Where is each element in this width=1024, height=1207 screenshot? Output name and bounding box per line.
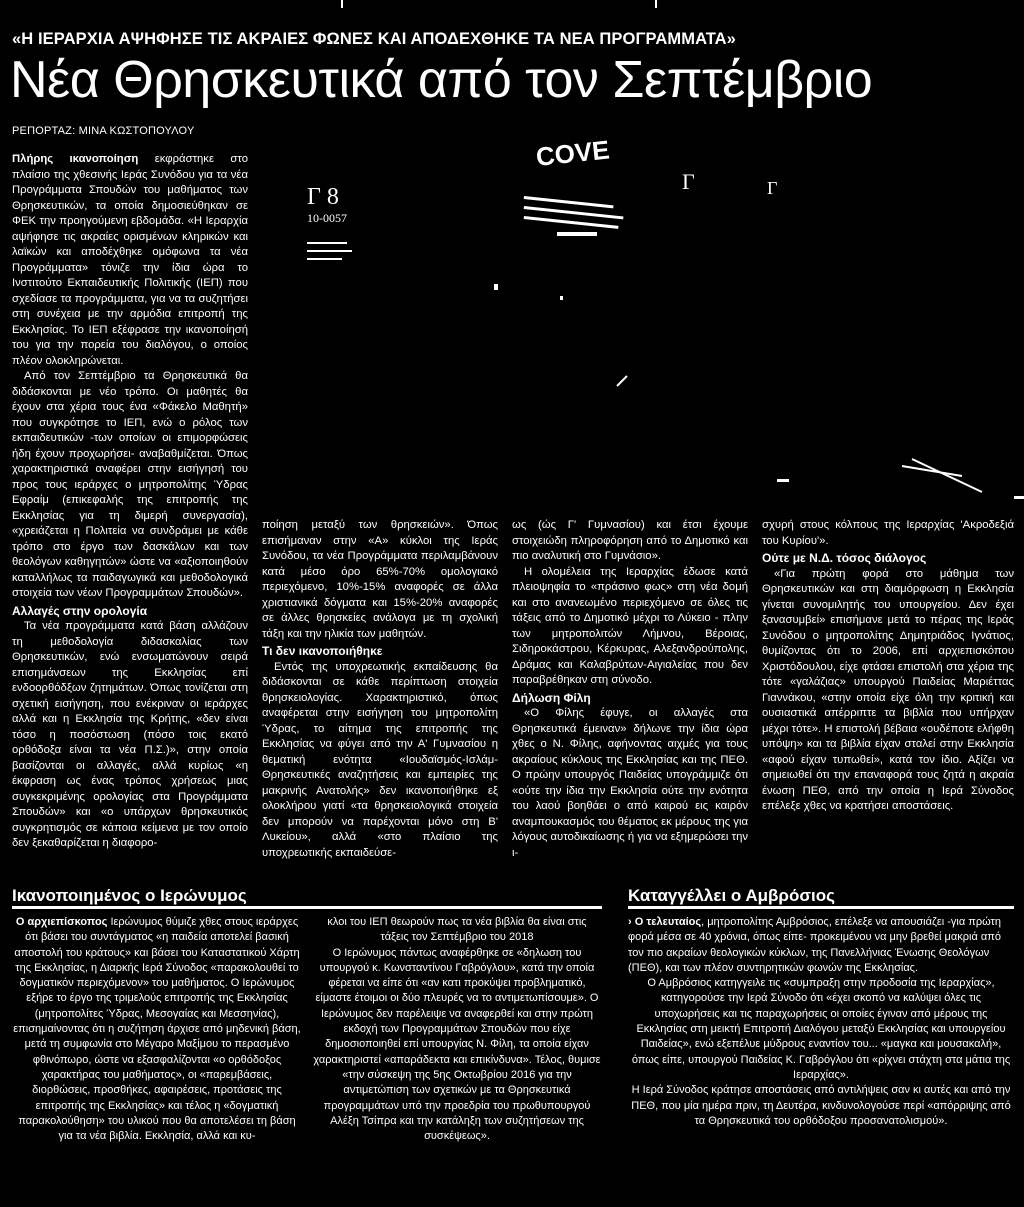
box-right-arrow-icon: ›: [628, 916, 632, 928]
article-headline: Νέα Θρησκευτικά από τον Σεπτέμβριο: [10, 51, 873, 109]
article-column-3: [512, 518, 748, 861]
photo-sign-left-2: 10-0057: [307, 211, 347, 225]
box-rule-left: [12, 906, 602, 909]
box-left-lead-bold: Ο αρχιεπίσκοπος: [15, 916, 108, 928]
box-right-paragraph-2: Ο Αμβρόσιος κατηγγειλε τις «συμπραξη στην προδοσία της Ιεραρχίας», κατηγορούσε την Ιερά Σύνοδο ότι «έχει σκοπό να καλύψει όλες τις υποχωρήσεις και τις παραχωρήσεις οι οποίες έγιναν από μέρους της Εκκλησίας στη μεικτή Επιτροπή Διαλόγου μεταξύ Εκκλησίας και υπουργείου Παιδείας», ενώ εξεπέλυε μύδρους εναντίον του... «μαγκα και μουσακαλή», όπως είπε, υπουργού Παιδείας Κ. Γαβρόγλου ότι «ρίχνει στάχτη στα μάτια της Ιεραρχίας».: [631, 977, 1011, 1081]
box-left-column-2: [312, 915, 602, 1144]
subheading-not-satisfied: Τι δεν ικανοποιήθηκε: [262, 644, 383, 658]
photo-sign-right: Γ: [682, 169, 695, 194]
box-left-paragraph-2: κλοι του ΙΕΠ θεωρούν πως τα νέα βιβλία θα είναι στις τάξεις τον Σεπτέμβριο του 2018: [327, 916, 587, 944]
photo-sign-left-1: Γ 8: [307, 184, 339, 210]
box-right-paragraph-1: [628, 915, 1014, 976]
box-right-lead-bold: Ο τελευταίος: [634, 916, 702, 928]
box-right-text-1: , μητροπολίτης Αμβρόσιος, επέλεξε να απουσιάζει -για πρώτη φορά μέσα σε 40 χρόνια, όπως είπε- προκειμένου να μην βρεθεί μακριά από τον πιο ακραίων θεολογικών κύκλων, της Πανελλήνιας Ένωσης Θεολόγων (ΠΕΘ), και των πλέον συντηρητικών φωνών της Εκκλησίας.: [628, 916, 1001, 974]
column-4-paragraph-1: σχυρή στους κόλπους της Ιεραρχίας 'Ακροδεξιά του Κυρίου'».: [762, 519, 1014, 547]
subheading-terminology: Αλλαγές στην ορολογία: [12, 603, 148, 618]
svg-text:Γ: Γ: [767, 178, 778, 198]
box-left-paragraph-3: Ο Ιερώνυμος πάντως αναφέρθηκε σε «δηλωση του υπουργού κ. Κωνσταντίνου Γαβρόγλου», κατά την οποία φέρεται να είπε ότι «αν κατι προκύψει προβληματικό, είμαστε έτοιμοι οι δύο πλευρές να το αντιμετωπίσουμε». Ο Ιερώνυμος δεν παρέλειψε να αναφερθεί και στην πρώτη εκδοχή των Προγραμμάτων Σπουδών που είχε δημοσιοποιηθεί επί υπουργίας Ν. Φίλη, τα οποία είχαν χαρακτηριστεί «απαράδεκτα και επικίνδυνα». Τέλος, θυμισε «την σύσκεψη της 5ης Οκτωβρίου 2016 για την αντιμετώπιση των σχετικών με τα Θρησκευτικά προγραμμάτων υπό την προεδρία του πρωθυπουργού Αλέξη Τσίπρα και την κατάληξη των συζητήσεων της συσκέψεως».: [313, 946, 601, 1143]
box-left-text-1: Ιερώνυμος θύμιζε χθες στους ιεράρχες ότι βάσει του συντάγματος «η παιδεία αποτελεί βασική αποστολή του κράτους» και βάσει του Καταστατικού Χάρτη της Εκκλησίας, η Διαρκής Ιερά Σύνοδος «παρακολουθεί το δογματικόν περιεχόμενον» του μαθήματος. Ο Ιερώνυμος εξήρε το έργο της τριμελούς επιτροπής της Εκκλησίας (μητροπολίτες Ύδρας, Μεσογαίας και Μεσσηνίας), επισημαίνοντας ότι η συζήτηση άρχισε από μηδενική βάση, μετά τη συμφωνία στο Μέγαρο Μαξίμου το περασμένο φθινόπωρο, ώστε να εξασφαλίζονται «ο ορθόδοξος χαρακτήρας του μαθήματος», οι «παρεμβάσεις, διορθώσεις, προσθήκες, αφαιρέσεις, προτάσεις της επιτροπής της Εκκλησίας» και τέλος η «δογματική παρακολούθηση» του υλικού που θα αποτελέσει τη βάση για τα νέα βιβλία. Εκκλησία, αλλά και κυ-: [13, 916, 301, 1143]
subheading-filis-statement: Δήλωση Φίλη: [512, 690, 591, 705]
column-2-paragraph-2: Εντός της υποχρεωτικής εκπαίδευσης θα διδάσκονται σε κάθε περίπτωση στοιχεία θρησκειολογίας. Χαρακτηριστικό, όπως αναφέρεται στην εισήγηση του μητροπολίτη Ύδρας, το αίτημα της επιτροπής της Εκκλησίας να φύγει από την Α' Γυμνασίου η θεματική ενότητα «Ιουδαϊσμός-Ισλάμ-Θρησκευτικές αναζητήσεις και εμπειρίες της μακρινής Ανατολής» δεν ικανοποιήθηκε εξ ολοκλήρου γιατί «τα θρησκειολογικά στοιχεία δεν μπορούν να παρέχονται μόνο στη Β' Λυκείου», αλλά «στο πλαίσιο της υποχρεωτικής εκπαιδεύσε-: [262, 660, 498, 859]
article-kicker: «Η ΙΕΡΑΡΧΙΑ ΑΨΗΦΗΣΕ ΤΙΣ ΑΚΡΑΙΕΣ ΦΩΝΕΣ ΚΑΙ ΑΠΟΔΕΧΘΗΚΕ ΤΑ ΝΕΑ ΠΡΟΓΡΑΜΜΑΤΑ»: [12, 30, 736, 48]
column-1-paragraph-2: Από τον Σεπτέμβριο τα Θρησκευτικά θα διδάσκονται με νέο τρόπο. Οι μαθητές θα έχουν στα χέρια τους ένα «Φάκελο Μαθητή» που συγκρότησε το ΙΕΠ, ενώ ο ρόλος των εκπαιδευτικών -των οποίων οι επιμορφώσεις ήδη έχουν προχωρήσει- αναβαθμίζεται. Όπως χαρακτηριστικά αναφέρει στην εισήγησή του προς τους ιεράρχες ο μητροπολίτης Ύδρας Εφραίμ (επικεφαλής της επιτροπής της Εκκλησίας για τη διμερή συνεργασία), «χρειάζεται η Πολιτεία να συνδράμει με κάθε τρόπο στο έργο των δασκάλων και των θεολόγων καθηγητών» ώστε να «αξιοποιηθούν καταλλήλως τα παιδαγωγικά και μεθοδολογικά στοιχεία των νέων Προγραμμάτων Σπουδών».: [12, 370, 248, 599]
article-byline: ΡΕΠΟΡΤΑΖ: ΜΙΝΑ ΚΩΣΤΟΠΟΥΛΟΥ: [12, 125, 195, 137]
box-right-paragraph-3: Η Ιερά Σύνοδος κράτησε αποστάσεις από αντιλήψεις σαν κι αυτές και από την ΠΕΘ, που μία ημέρα πριν, τη Δευτέρα, κινδυνολογούσε περί «απόρριψης από τα Θρησκευτικά του ορθόδοξου προσανατολισμού».: [631, 1084, 1011, 1127]
column-3-paragraph-1: ως (ώς Γ' Γυμνασίου) και έτσι έχουμε στοιχειώδη πληροφόρηση από το Δημοτικό και πιο αναλυτική στο Γυμνάσιο».: [512, 519, 748, 562]
photo-sign-main: COVE: [534, 134, 611, 172]
lead-in-bold: Πλήρης ικανοποίηση: [12, 153, 139, 165]
column-1-paragraph-1: [12, 152, 248, 369]
box-left-paragraph-1: [12, 915, 302, 1144]
box-title-ieronymos: Ικανοποιημένος ο Ιερώνυμος: [12, 886, 247, 905]
column-2-paragraph-1: ποίηση μεταξύ των θρησκειών». Όπως επισήμαναν στην «Α» κύκλοι της Ιεράς Συνόδου, τα νέα Προγράμματα περιλαμβάνουν κατά μέσο όρο 65%-70% ομολογιακό περιεχόμενο, 10%-15% αναφορές σε άλλα χριστιανικά δόγματα και 15%-20% αναφορές σε άλλες θρησκείες ανάλογα με τη σχολική τάξη και την ηλικία των μαθητών.: [262, 519, 498, 640]
column-1-paragraph-3: Τα νέα προγράμματα κατά βάση αλλάζουν τη μεθοδολογία διδασκαλίας των Θρησκευτικών, ενώ ενσωματώνουν σειρά επισημάνσεων της Εκκλησίας επί ενδοορθόδξων ζητημάτων. Όπως τονίζεται στη σχετική εισήγηση, που ενέκριναν οι ιεράρχες αλλά και η Εκκλησία της Κρήτης, «δεν είναι τόσο η ποσόστωση (πόσο τοις εκατό ορθόδοξα είναι τα νέα Π.Σ.)», στην οποία βασίζονται οι αλλαγές, αλλά κυρίως «η έκφραση ως ένας τρόπος χρήσεως μιας συγκεκριμένης ορολογίας στα Προγράμματα Σπουδών» και «ο υπάρχων θρησκευτικός συγκρητισμός σε κάποια κείμενα με τον οποίο δεν ξεκαθαρίζεται η διαφορο-: [12, 620, 248, 849]
box-rule-right: [628, 906, 1014, 909]
column-3-paragraph-3: «Ο Φίλης έφυγε, οι αλλαγές στα Θρησκευτικά έμειναν» δήλωνε την ίδια ώρα χθες ο Ν. Φίλης, αφήνοντας αιχμές για τους ακραίους κύκλους της Εκκλησίας και της ΠΕΘ. Ο πρώην υπουργός Παιδείας υπογράμμιζε ότι «ούτε την ίδια την Εκκλησία ούτε την ενότητα του λαού βοηθάει ο από καιρού εις καιρόν αναμπουκασμός του θέματος εκ μέρους της για λόγους αυτοδικαίωσης ή για να εξημερώσει την ι-: [512, 707, 748, 859]
top-rule-marks: [0, 0, 1024, 8]
article-column-2: [262, 518, 498, 861]
column-1-text-1: εκφράστηκε στο πλαίσιο της χθεσινής Ιεράς Συνόδου για τα νέα Προγράμματα Σπουδών του μαθήματος των Θρησκευτικών, τα οποία δημοσιεύθηκαν σε ΦΕΚ την προηγούμενη εβδομάδα. «Η Ιεραρχία αψήφησε τις ακραίες ορισμένων κληρικών και λαϊκών και αποδέχθηκε ομόφωνα τα νέα Προγράμματα» τόνιζε την ίδια ώρα το Ινστιτούτο Εκπαιδευτικής Πολιτικής (ΙΕΠ) που σχεδίασε τα προγράμματα, για να τα συζητήσει στη συνέχεια με την αρμόδια επιτροπή της Εκκλησίας. Το ΙΕΠ εξέφρασε την ικανοποίησή του για την πορεία του διαλόγου, ο οποίος πλέον ολοκληρώνεται.: [12, 153, 248, 367]
box-title-amvrosios: Καταγγέλλει ο Αμβρόσιος: [628, 886, 835, 905]
article-photo: [262, 124, 1024, 514]
box-right-column: [628, 915, 1014, 1129]
column-3-paragraph-2: Η ολομέλεια της Ιεραρχίας έδωσε κατά πλειοψηφία το «πράσινο φως» στη νέα δομή και στο ανανεωμένο περιεχόμενο σε όλες τις τάξεις από το Δημοτικό μέχρι το Λύκειο - πλην των μητροπολιτών Λήμνου, Βέροιας, Σιδηροκάστρου, Κέρκυρας, Αλεξανδρούπολης, Δράμας και Καλαβρύτων-Αιγιαλείας που δεν παραβρέθηκαν στη σύνοδο.: [512, 565, 748, 686]
box-left-column-1: [12, 915, 302, 1144]
article-column-1: [12, 152, 248, 852]
article-column-4: [762, 518, 1014, 815]
photo-sign-image: [262, 124, 1024, 514]
column-4-paragraph-2: «Για πρώτη φορά στο μάθημα των Θρησκευτικών και στη διαμόρφωση η Εκκλησία γίνεται συνομιλητής του υπουργείου. Δεν έχει ξανασυμβεί» επισήμανε μετά το πέρας της Ιεράς Συνόδου ο μητροπολίτης Δημητριάδος Ιγνάτιος, θυμίζοντας ότι το 2006, επί αρχιεπισκόπου Χριστόδουλου, είχε φτάσει επιστολή στα χέρια της τότε «γαλάζιας» υπουργού Παιδείας Μαριέττας Γιαννάκου, «στην οποία είχε όλη την κριτική και ουσιαστικά απέρριπτε τα βιβλία που υπήρχαν μέχρι τότε». Η επιστολή βέβαια «ουδέποτε ελήφθη υπόψη» και τα βιβλία είχαν σταλεί στην Εκκλησία «αφού είχαν τυπωθεί», κατά τον ίδιο. Αξίζει να σημειωθεί ότι την επαναφορά τους ζητά η ακραία ένωση ΠΕΘ, από την οποία η Ιερά Σύνοδος επέλεξε χθες να κρατήσει αποστάσεις.: [762, 567, 1014, 812]
subheading-nd-dialogue: Ούτε με Ν.Δ. τόσος διάλογος: [762, 551, 927, 565]
